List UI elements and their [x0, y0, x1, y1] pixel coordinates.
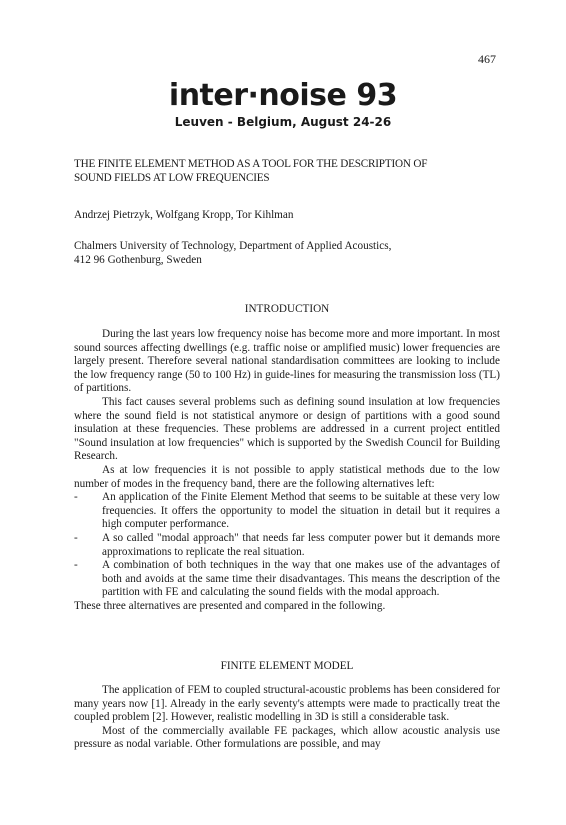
conference-location-date: Leuven - Belgium, August 24-26: [174, 115, 392, 129]
paragraph: This fact causes several problems such as defining sound insulation at low frequencies where the sound field is not statistical anymore or design of partitions with a good sound insulation at these frequencies. These problems are addressed in a current project entitled "Sound insulation at low frequencies" which is supported by the Swedish Council for Building Research.: [74, 395, 500, 463]
list-item-text: A so called "modal approach" that needs far less computer power but it demands more approximations to replicate the real situation.: [102, 531, 500, 558]
list-item: [74, 559, 500, 600]
paper-authors: Andrzej Pietrzyk, Wolfgang Kropp, Tor Kihlman: [74, 209, 294, 221]
paragraph: During the last years low frequency noise has become more and more important. In most sound sources affecting dwellings (e.g. traffic noise or amplified music) lower frequencies are largely present. Therefore several national standardisation committees are looking to include the low frequency range (50 to 100 Hz) in guide-lines for measuring the transmission loss (TL) of partitions.: [74, 328, 500, 395]
section-heading-introduction: INTRODUCTION: [244, 303, 330, 315]
introduction-body: [74, 328, 500, 613]
affiliation-line: 412 96 Gothenburg, Sweden: [74, 253, 202, 266]
list-item: [74, 491, 500, 532]
section-heading-fem-model: FINITE ELEMENT MODEL: [220, 660, 354, 672]
list-item: [74, 532, 500, 559]
paragraph: As at low frequencies it is not possible to apply statistical methods due to the low number of modes in the frequency band, there are the following alternatives left:: [74, 463, 500, 490]
paper-title: [74, 158, 500, 185]
paper-affiliation: [74, 240, 500, 267]
page-number: 467: [478, 52, 496, 66]
list-item-text: An application of the Finite Element Method that seems to be suitable at these very low frequencies. It offers the opportunity to model the situation in detail but it requires a high computer performance.: [102, 491, 500, 531]
conference-name: inter·noise 93: [168, 78, 398, 113]
paper-title-line: THE FINITE ELEMENT METHOD AS A TOOL FOR THE DESCRIPTION OF: [74, 158, 428, 170]
affiliation-line: Chalmers University of Technology, Department of Applied Acoustics,: [74, 240, 392, 252]
paragraph: The application of FEM to coupled structural-acoustic problems has been considered for many years now [1]. Already in the early seventy's attempts were made to practically treat the coupled problem [2]. However, realistic modelling in 3D is still a considerable task.: [74, 684, 500, 724]
paragraph: Most of the commercially available FE packages, which allow acoustic analysis use pressure as nodal variable. Other formulations are possible, and may: [74, 724, 500, 751]
list-dash: -: [74, 491, 78, 504]
list-dash: -: [74, 559, 78, 572]
paragraph: These three alternatives are presented and compared in the following.: [74, 599, 386, 612]
list-dash: -: [74, 531, 78, 544]
alternatives-list: [74, 491, 500, 600]
fem-model-body: [74, 684, 500, 752]
list-item-text: A combination of both techniques in the way that one makes use of the advantages of both and avoids at the same time their disadvantages. This means the description of the partition with FE and calculating the sound fields with the modal approach.: [102, 559, 500, 599]
paper-title-line: SOUND FIELDS AT LOW FREQUENCIES: [74, 171, 270, 184]
